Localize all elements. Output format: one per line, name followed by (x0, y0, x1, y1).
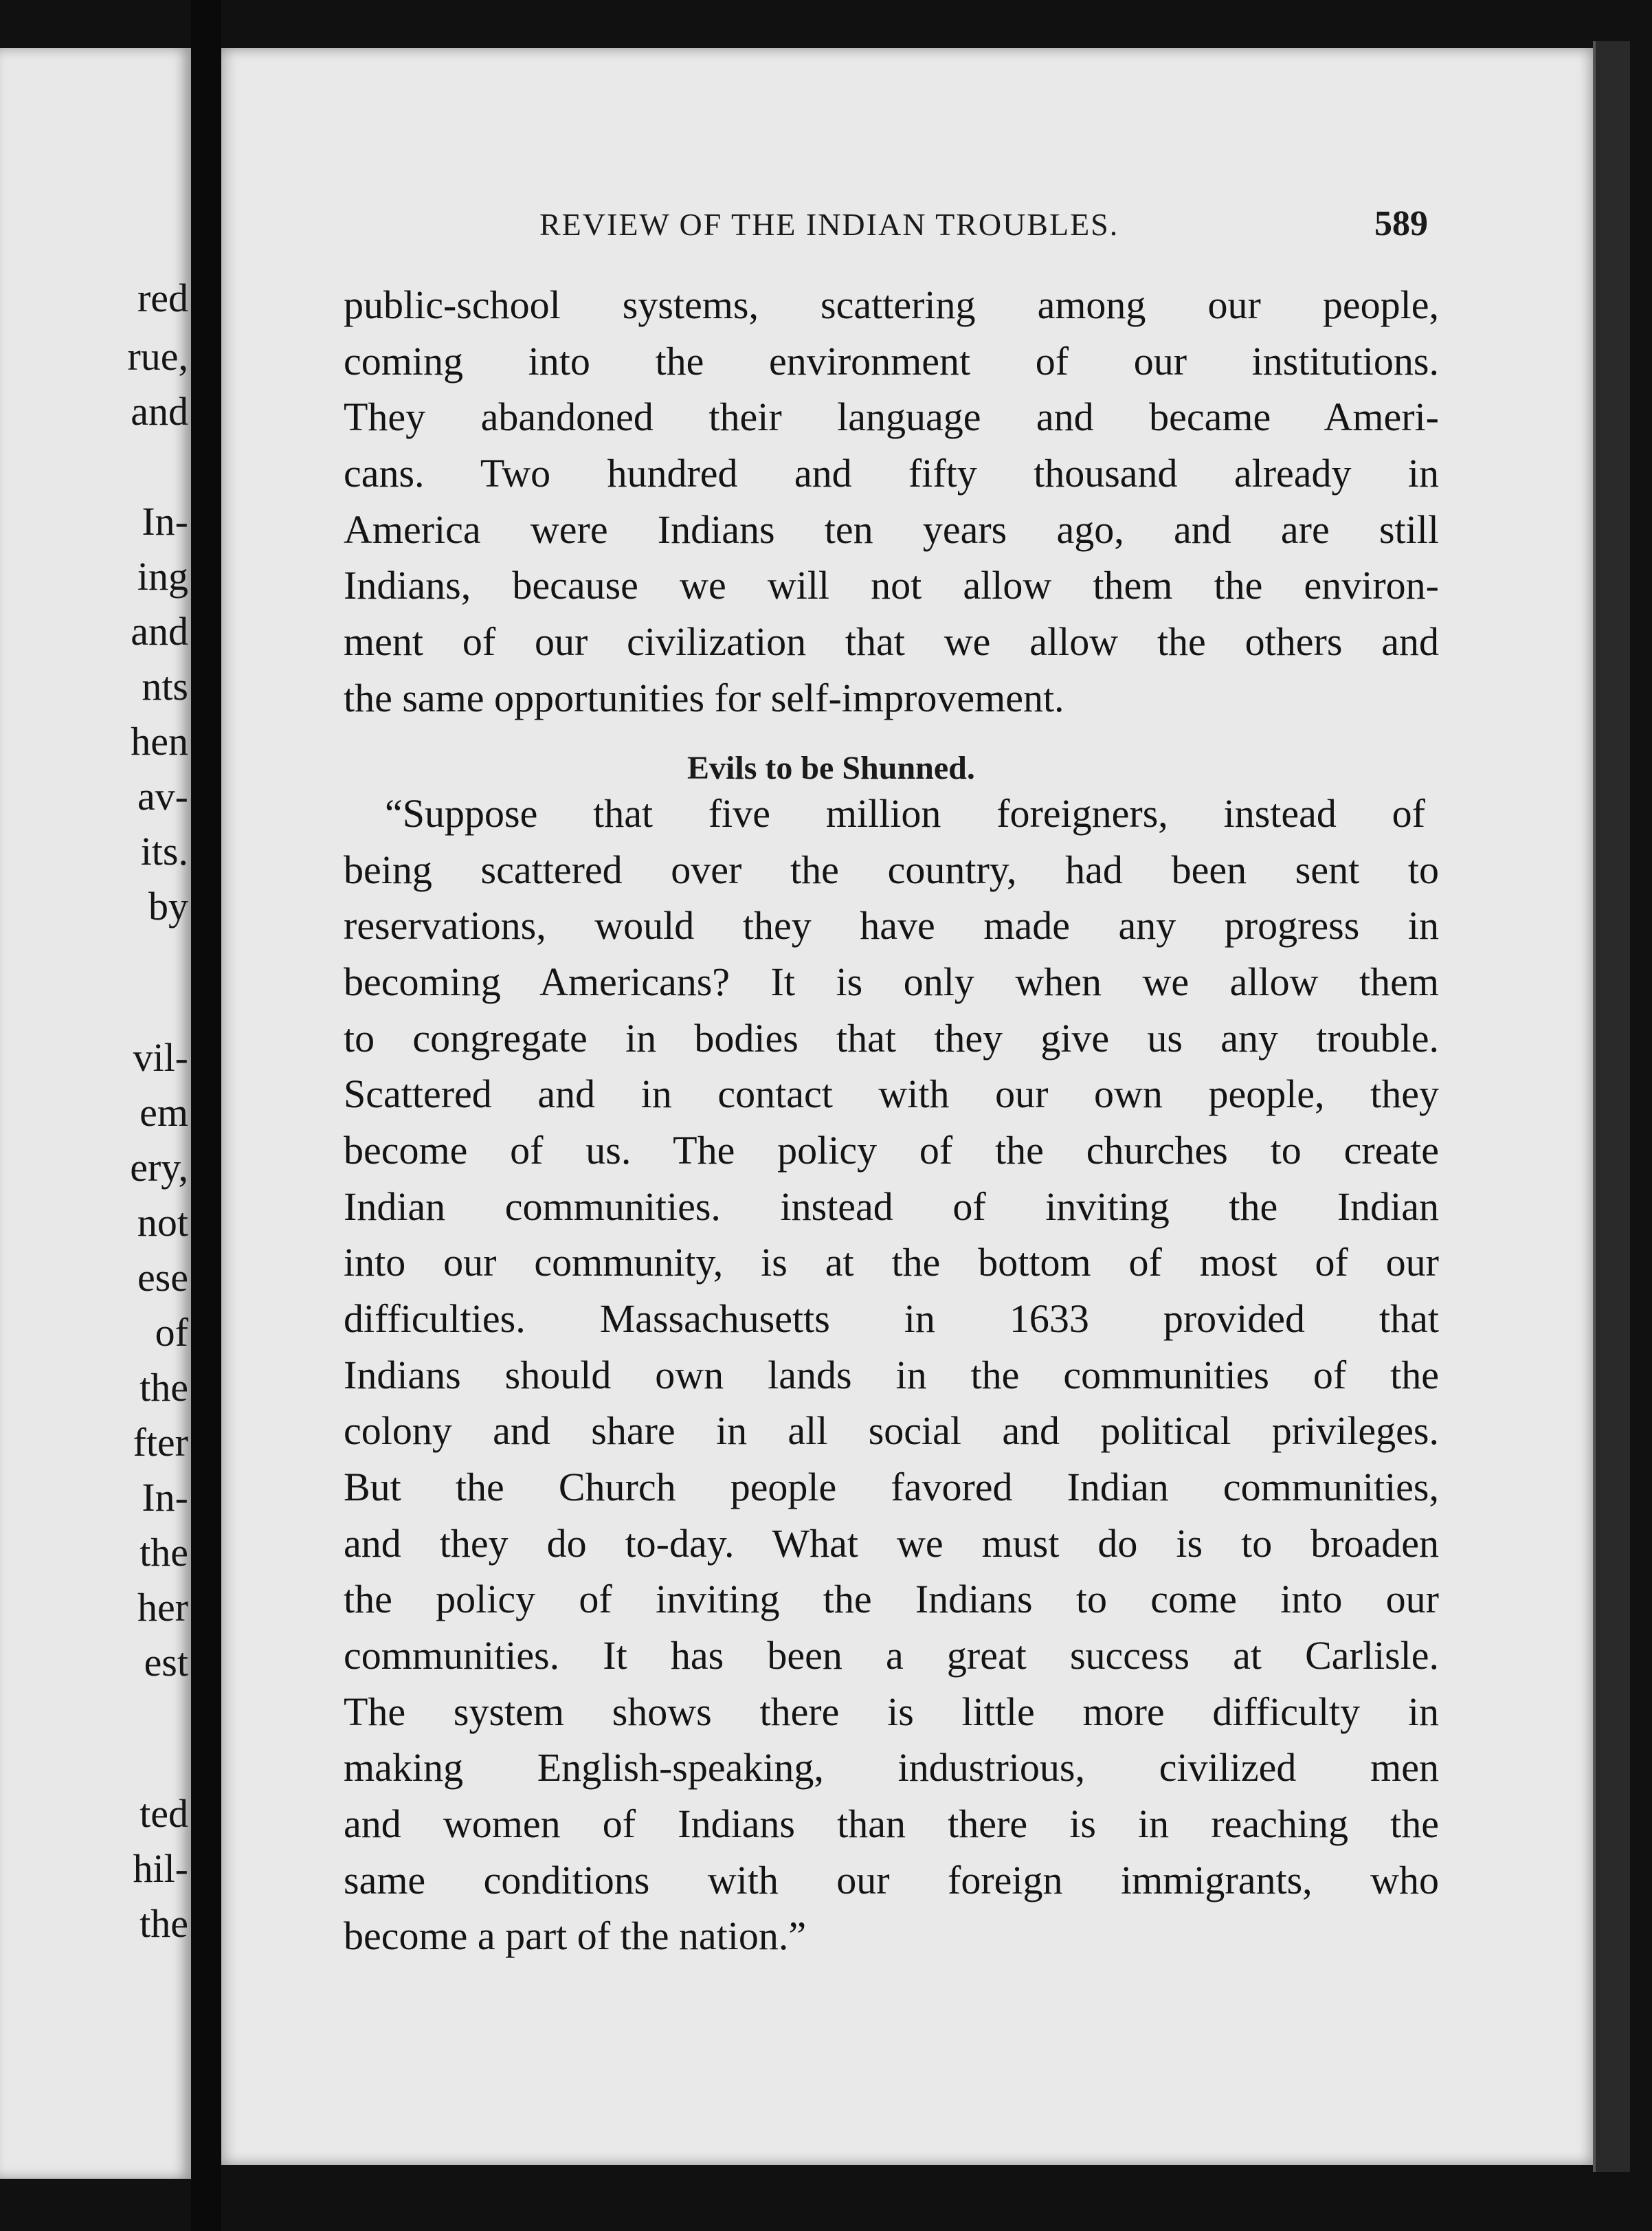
body-line: public-school systems, scattering among our people, (344, 282, 1439, 327)
body-line: They abandoned their language and became Ameri- (344, 395, 1439, 439)
book-gutter (191, 0, 221, 2231)
body-line: become a part of the nation.” (344, 1913, 807, 1958)
left-page-fragment: its. (140, 829, 188, 874)
left-page-fragment: av- (137, 774, 188, 819)
body-line: difficulties. Massachusetts in 1633 provided that (344, 1296, 1439, 1341)
body-line: and they do to-day. What we must do is to broaden (344, 1521, 1439, 1566)
left-page-fragment: not (137, 1200, 188, 1245)
body-line: Indians should own lands in the communities of the (344, 1353, 1439, 1397)
section-heading: Evils to be Shunned. (687, 750, 975, 786)
left-page-fragment: In- (142, 1475, 188, 1520)
left-page-fragment: hen (131, 719, 188, 764)
body-line: and women of Indians than there is in reaching the (344, 1801, 1439, 1846)
left-page-fragment: em (139, 1090, 188, 1135)
body-line: coming into the environment of our institutions. (344, 339, 1439, 384)
body-line: to congregate in bodies that they give us any trouble. (344, 1016, 1439, 1061)
body-line: making English-speaking, industrious, civilized men (344, 1745, 1439, 1790)
left-page-fragment: In- (142, 499, 188, 544)
left-page-fragment: hil- (133, 1846, 188, 1891)
body-line: the same opportunities for self-improvement. (344, 676, 1064, 720)
body-line: same conditions with our foreign immigrants, who (344, 1858, 1439, 1902)
left-page-fragment: nts (142, 664, 188, 709)
left-page-fragment: the (139, 1530, 188, 1575)
body-line: the policy of inviting the Indians to come into our (344, 1577, 1439, 1621)
left-page-fragment: vil- (133, 1035, 188, 1080)
body-line: reservations, would they have made any progress in (344, 903, 1439, 948)
body-line: communities. It has been a great success at Carlisle. (344, 1633, 1439, 1678)
body-line: Scattered and in contact with our own people, they (344, 1072, 1439, 1116)
body-line: become of us. The policy of the churches to create (344, 1128, 1439, 1173)
left-page-fragment: ted (139, 1791, 188, 1836)
running-head: REVIEW OF THE INDIAN TROUBLES. (539, 207, 1119, 242)
body-line: ment of our civilization that we allow the others and (344, 619, 1439, 664)
left-page-fragment: red (137, 276, 188, 320)
left-page-fragment: and (131, 609, 188, 654)
body-line: cans. Two hundred and fifty thousand already in (344, 451, 1439, 496)
left-page (0, 48, 191, 2179)
left-page-fragment: her (137, 1585, 188, 1630)
body-line: becoming Americans? It is only when we allow them (344, 959, 1439, 1004)
body-line: being scattered over the country, had been sent to (344, 847, 1439, 892)
left-page-fragment: est (144, 1640, 188, 1685)
left-page-fragment: ese (137, 1255, 188, 1300)
left-page-fragment: fter (133, 1420, 188, 1465)
body-line: into our community, is at the bottom of most of our (344, 1240, 1439, 1285)
body-line: colony and share in all social and political privileges. (344, 1408, 1439, 1453)
body-line: “Suppose that five million foreigners, instead of (385, 791, 1425, 836)
body-line: The system shows there is little more difficulty in (344, 1689, 1439, 1734)
left-page-fragment: the (139, 1365, 188, 1410)
left-page-fragment: of (155, 1310, 188, 1355)
left-page-fragment: rue, (127, 334, 188, 379)
left-page-fragment: and (131, 389, 188, 434)
body-line: But the Church people favored Indian communities, (344, 1465, 1439, 1509)
left-page-fragment: the (139, 1901, 188, 1946)
page-edge (1593, 41, 1630, 2172)
body-line: America were Indians ten years ago, and are still (344, 507, 1439, 552)
body-line: Indians, because we will not allow them the environ- (344, 563, 1439, 608)
body-line: Indian communities. instead of inviting the Indian (344, 1184, 1439, 1229)
left-page-fragment: ing (137, 554, 188, 599)
page-number: 589 (1374, 204, 1428, 243)
left-page-fragment: by (148, 884, 188, 929)
left-page-fragment: ery, (130, 1145, 188, 1190)
